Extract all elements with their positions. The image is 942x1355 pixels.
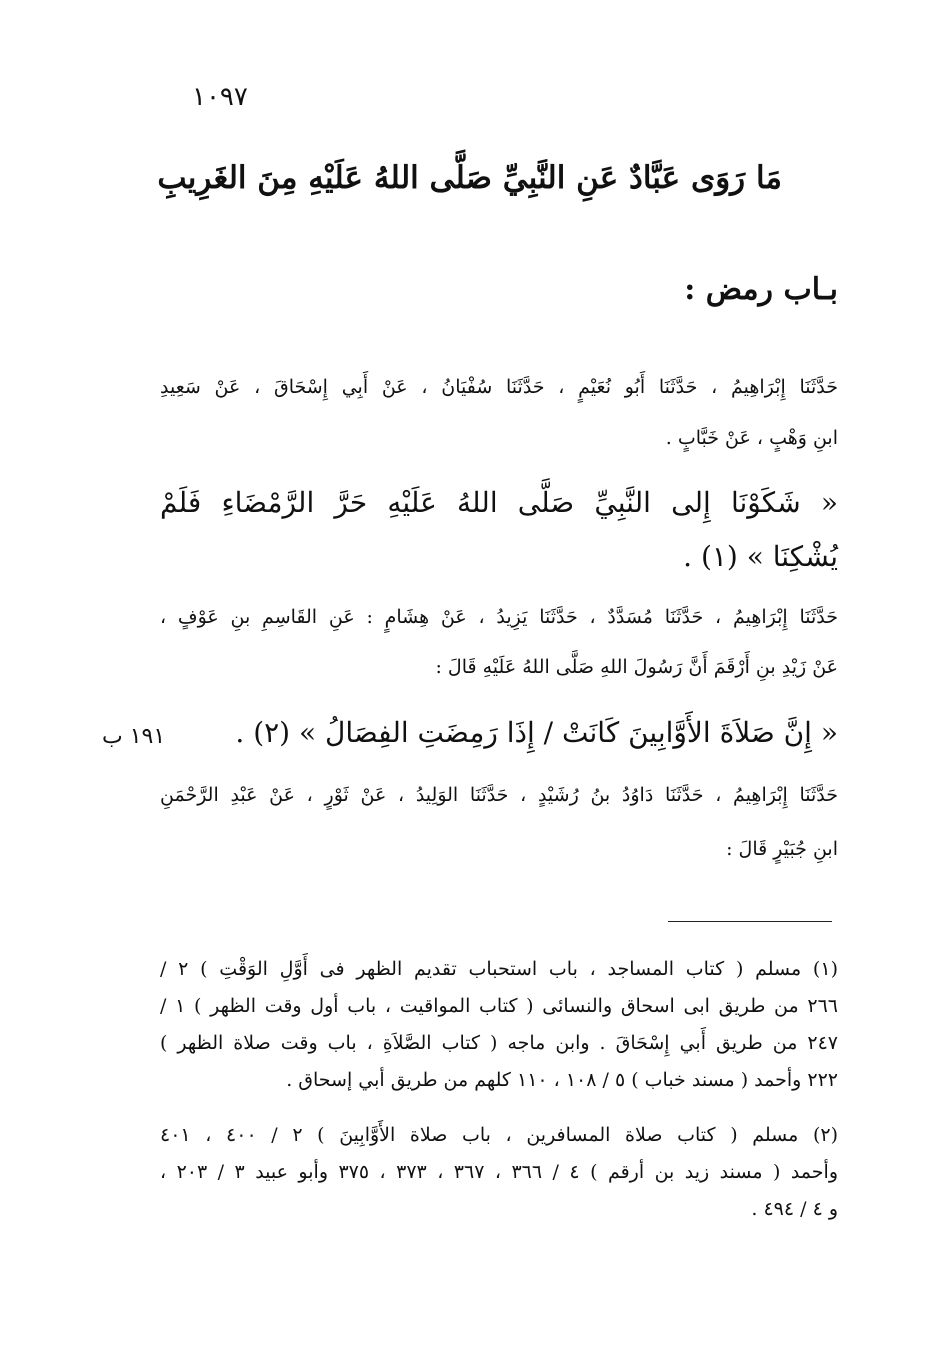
hadith-1-isnad-line-2: ابنِ وَهْبٍ ، عَنْ خَبَّابٍ .: [665, 427, 838, 449]
footnote-1-line-1: (١) مسلم ( كتاب المساجد ، باب استحباب تقديم الظهر فى أَوَّلِ الوَقْتِ ) ٢ /: [160, 958, 838, 980]
footnote-1-line-2: ٢٦٦ من طريق ابى اسحاق والنسائى ( كتاب المواقيت ، باب أول وقت الظهر ) ١ /: [160, 995, 838, 1017]
footnote-2-line-1: (٢) مسلم ( كتاب صلاة المسافرين ، باب صلاة الأَوَّابِينَ ) ٢ / ٤٠٠ ، ٤٠١: [160, 1124, 838, 1146]
hadith-2-matn-line-1: « إِنَّ صَلاَةَ الأَوَّابِينَ كَانَتْ / إِذَا رَمِضَتِ الفِصَالُ » (٢) .: [235, 716, 838, 749]
margin-note: ١٩١ ب: [102, 724, 166, 749]
page-title: مَا رَوَى عَبَّادٌ عَنِ النَّبِيِّ صَلَّى اللهُ عَلَيْهِ مِنَ الغَرِيبِ: [157, 160, 782, 196]
chapter-heading: بـاب رمض :: [684, 272, 838, 307]
hadith-3-isnad-line-2: ابنِ جُبَيْرٍ قَالَ :: [726, 838, 838, 860]
hadith-1-matn-line-1: « شَكَوْنَا إِلى النَّبِيِّ صَلَّى اللهُ عَلَيْهِ حَرَّ الرَّمْضَاءِ فَلَمْ: [160, 486, 838, 519]
page-number: ١٠٩٧: [192, 82, 248, 112]
hadith-1-matn-line-2: يُشْكِنَا » (١) .: [683, 540, 838, 573]
hadith-1-isnad-line-1: حَدَّثَنَا إِبْرَاهِيمُ ، حَدَّثَنَا أَبُو نُعَيْمٍ ، حَدَّثَنَا سُفْيَانُ ، عَنْ أَبِي إِسْحَاقَ ، عَنْ سَعِيدِ: [160, 376, 838, 398]
footnote-2-line-3: و ٤ / ٤٩٤ .: [751, 1198, 838, 1220]
footnote-separator: [668, 921, 832, 922]
footnote-2-line-2: وأحمد ( مسند زيد بن أرقم ) ٤ / ٣٦٦ ، ٣٦٧ ، ٣٧٣ ، ٣٧٥ وأبو عبيد ٣ / ٢٠٣ ،: [160, 1161, 838, 1183]
footnote-1-line-4: ٢٢٢ وأحمد ( مسند خباب ) ٥ / ١٠٨ ، ١١٠ كلهم من طريق أبي إسحاق .: [286, 1069, 838, 1091]
hadith-3-isnad-line-1: حَدَّثَنَا إِبْرَاهِيمُ ، حَدَّثَنَا دَاوُدُ بنُ رُشَيْدٍ ، حَدَّثَنَا الوَلِيدُ ، عَنْ ثَوْرٍ ، عَنْ عَبْدِ الرَّحْمَنِ: [160, 784, 838, 806]
hadith-2-isnad-line-2: عَنْ زَيْدِ بنِ أَرْقَمَ أَنَّ رَسُولَ اللهِ صَلَّى اللهُ عَلَيْهِ قَالَ :: [435, 656, 838, 678]
footnote-1-line-3: ٢٤٧ من طريق أَبي إِسْحَاقَ . وابن ماجه ( كتاب الصَّلاَةِ ، باب وقت صلاة الظهر ): [160, 1032, 838, 1054]
hadith-2-isnad-line-1: حَدَّثَنَا إِبْرَاهِيمُ ، حَدَّثَنَا مُسَدَّدٌ ، حَدَّثَنَا يَزِيدُ ، عَنْ هِشَامٍ : عَنِ القَاسِمِ بنِ عَوْفٍ ،: [160, 606, 838, 628]
